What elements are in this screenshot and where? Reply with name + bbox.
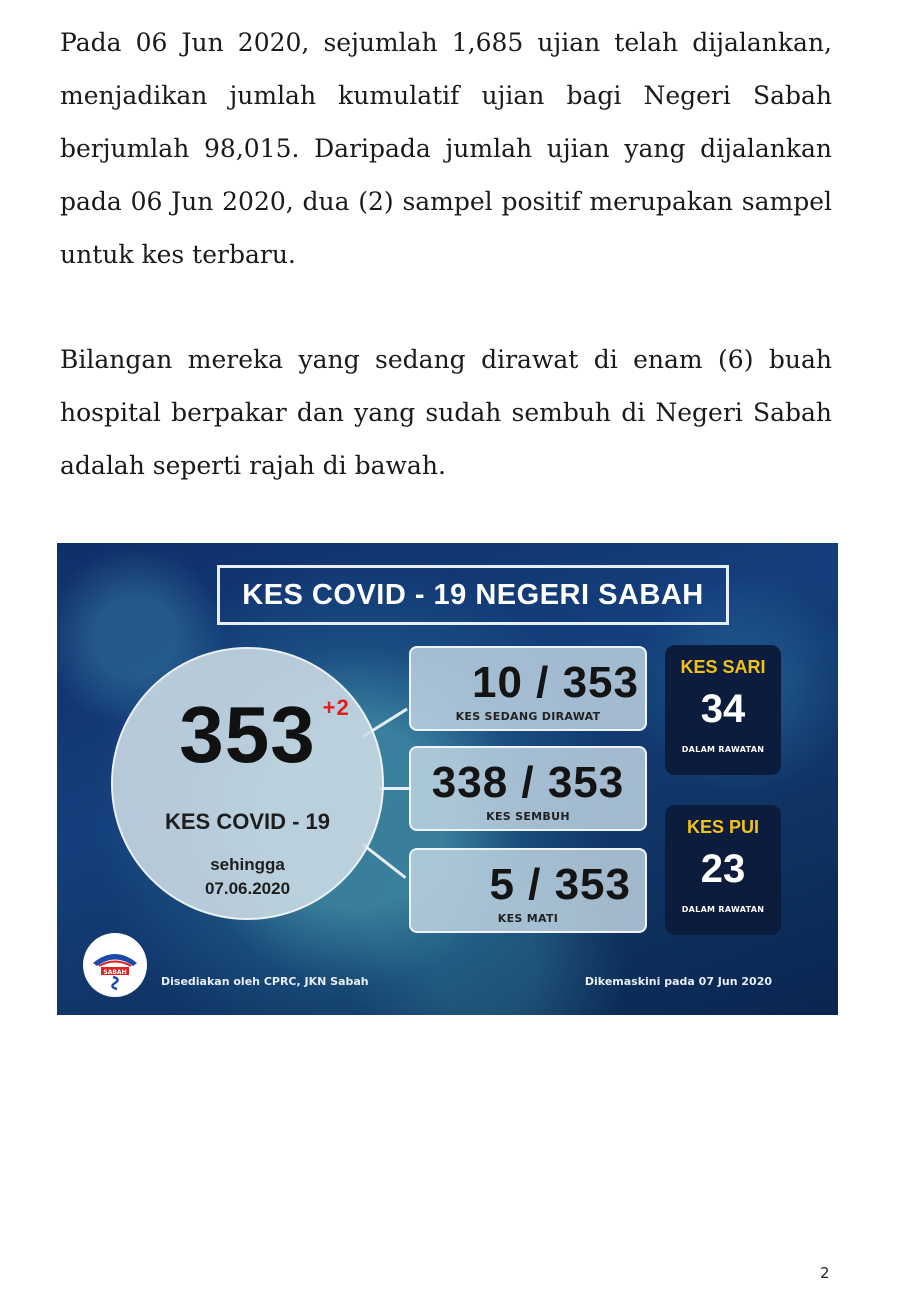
sari-label: DALAM RAWATAN — [681, 745, 765, 754]
stat-label-deaths: KES MATI — [497, 912, 559, 925]
svg-text:SABAH: SABAH — [103, 969, 127, 976]
pui-box — [665, 805, 781, 935]
until-label: sehingga — [210, 855, 285, 874]
total-cases-circle — [111, 647, 384, 920]
pui-label: DALAM RAWATAN — [681, 905, 765, 914]
infographic-title-box — [217, 565, 729, 625]
stat-box-treated — [409, 646, 647, 731]
sabah-health-logo-icon — [83, 933, 147, 997]
sari-box — [665, 645, 781, 775]
stat-box-recovered — [409, 746, 647, 831]
stat-label-treated: KES SEDANG DIRAWAT — [455, 710, 601, 723]
stat-label-recovered: KES SEMBUH — [486, 810, 570, 823]
infographic-title: KES COVID - 19 NEGERI SABAH — [242, 578, 704, 611]
stat-value-recovered: 338 / 353 — [431, 758, 625, 807]
stat-value-deaths: 5 / 353 — [489, 860, 631, 909]
paragraph-patients: Bilangan mereka yang sedang dirawat di enam (6) buah hospital berpakar dan yang sudah sembuh di Negeri Sabah adalah seperti rajah di bawah. — [60, 345, 832, 480]
stat-box-deaths — [409, 848, 647, 933]
sari-title: KES SARI — [680, 657, 766, 677]
stat-value-treated: 10 / 353 — [471, 658, 639, 707]
page-number: 2 — [820, 1264, 830, 1282]
prepared-by: Disediakan oleh CPRC, JKN Sabah — [161, 975, 369, 988]
total-cases-label: KES COVID - 19 — [164, 809, 331, 834]
pui-title: KES PUI — [686, 817, 760, 837]
paragraph-tests: Pada 06 Jun 2020, sejumlah 1,685 ujian telah dijalankan, menjadikan jumlah kumulatif ujian bagi Negeri Sabah berjumlah 98,015. Daripada jumlah ujian yang dijalankan pada 06 Jun 2020, dua (2) sampel positif merupakan sampel untuk kes terbaru. — [60, 28, 832, 269]
updated-on: Dikemaskini pada 07 Jun 2020 — [584, 975, 772, 988]
until-date: 07.06.2020 — [204, 879, 291, 898]
new-cases-badge: +2 — [322, 695, 350, 720]
pui-value: 23 — [700, 847, 746, 891]
total-cases-number: 353 — [179, 690, 316, 779]
covid-infographic — [57, 543, 838, 1015]
sari-value: 34 — [700, 687, 746, 731]
